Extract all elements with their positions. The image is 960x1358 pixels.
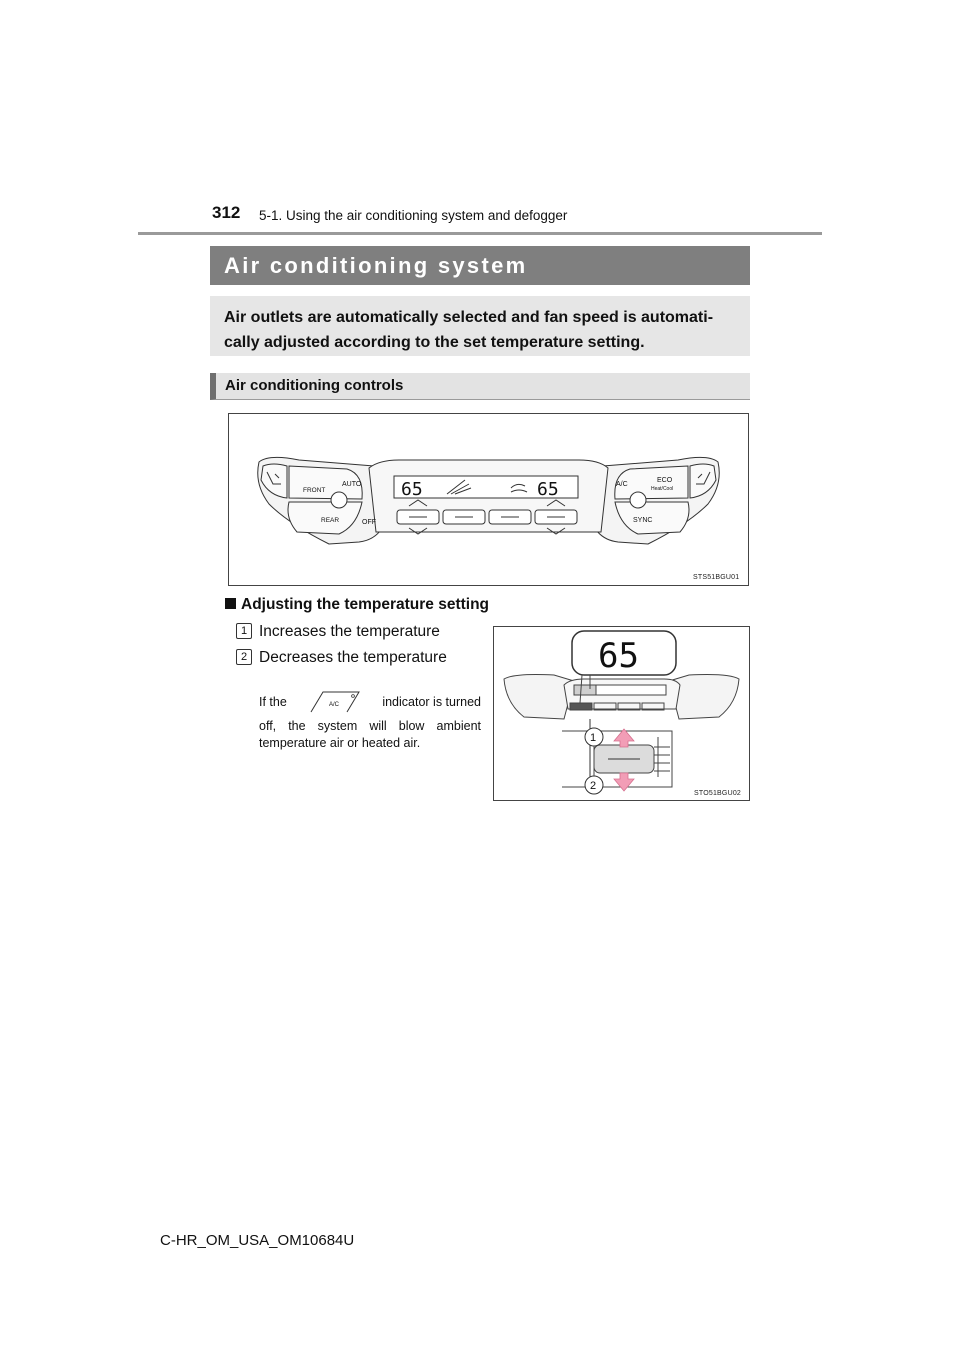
section-heading: Air conditioning controls [225,377,404,394]
subsection-title: Adjusting the temperature setting [241,596,490,613]
off-label: OFF [362,519,376,526]
rear-defog-label: REAR [321,517,340,524]
ac-button-icon [309,690,361,714]
callout-text-2: Decreases the temperature [259,649,447,666]
ac-label: A/C [616,481,628,488]
page-title: Air conditioning system [224,253,528,278]
figure-code: STS51BGU01 [693,574,740,581]
fig2-marker-2: 2 [590,780,597,792]
callout-marker-1: 1 [236,623,252,639]
display-left-temp: 65 [401,479,423,500]
subsection-heading [225,596,489,614]
control-panel-drawing [229,414,748,585]
figure-code-2: STO51BGU02 [694,790,742,797]
page-title-bar [210,246,750,285]
ac-icon-label: A/C [328,702,339,708]
eco-label: ECO [657,477,673,484]
running-header: 5-1. Using the air conditioning system and defogger [259,208,568,223]
document-footer: C-HR_OM_USA_OM10684U [160,1232,355,1249]
zoom-temp-readout: 65 [598,636,639,676]
note-after-icon: indicator is turned [382,694,481,709]
callout-marker-2: 2 [236,649,252,665]
square-bullet-icon [225,598,236,609]
intro-summary: Air outlets are automatically selected and fan speed is automati-cally adjusted according to the set temperature setting. [210,296,750,356]
section-heading-bar [210,373,750,400]
ac-indicator-note [259,690,481,752]
control-panel-illustration [228,413,749,586]
sync-label: SYNC [633,517,653,524]
note-lead: If the [259,694,287,709]
front-defog-label: FRONT [303,487,326,494]
auto-label: AUTO [342,481,362,488]
display-right-temp: 65 [537,479,559,500]
temperature-adjust-drawing [494,627,749,800]
temperature-adjust-illustration [493,626,750,801]
callout-text-1: Increases the temperature [259,623,440,640]
page-number: 312 [212,203,241,222]
header-divider [138,232,822,235]
fig2-marker-1: 1 [590,732,597,744]
note-rest: off, the system will blow ambient temperature air or heated air. [259,719,481,750]
heat-cool-label: Heat/Cool [651,486,674,492]
